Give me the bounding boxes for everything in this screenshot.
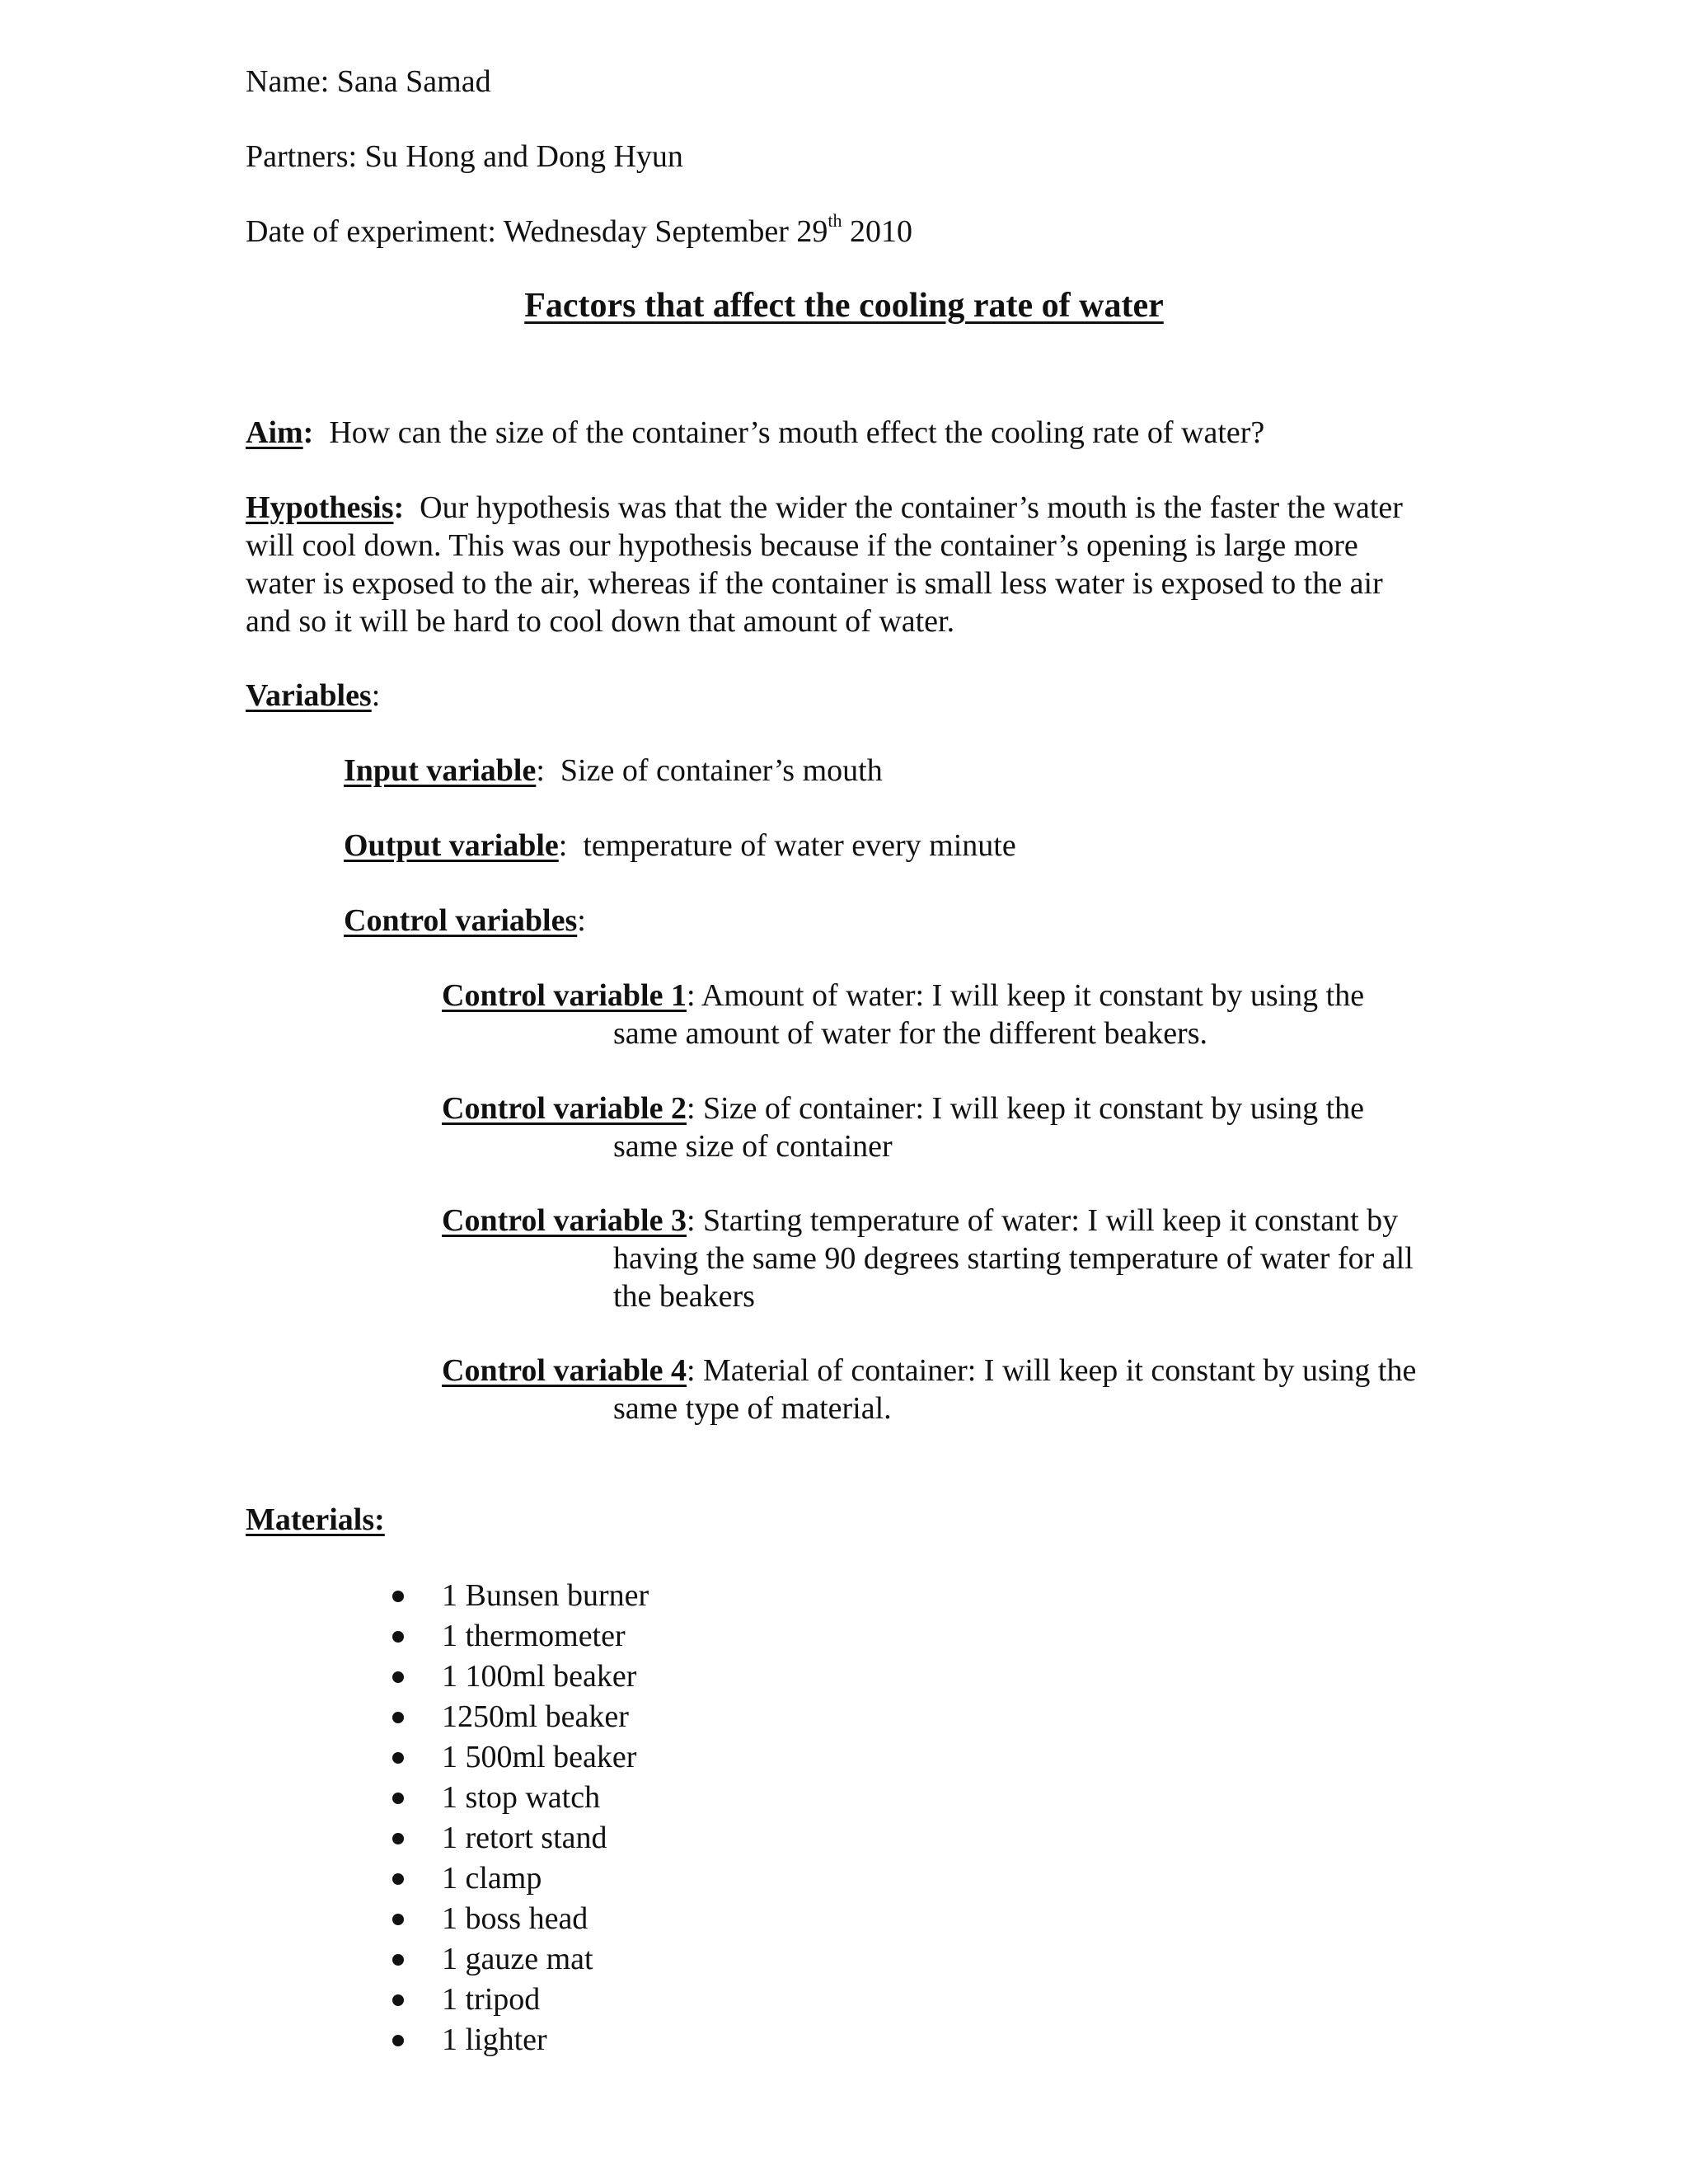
control-variable-2-label: Control variable 2 — [442, 1091, 687, 1126]
output-variable-colon: : — [558, 828, 568, 863]
bullet-icon — [392, 1752, 404, 1764]
hypothesis-line-1 — [246, 489, 1482, 527]
list-item — [387, 1616, 649, 1657]
aim-text: How can the size of the container’s mouth effect the cooling rate of water? — [329, 415, 1265, 450]
bullet-icon — [392, 1671, 404, 1683]
bullet-icon — [392, 2035, 404, 2046]
date-value-sup: th — [828, 210, 842, 232]
material-item-text: 1 lighter — [442, 2022, 547, 2057]
output-variable-line — [344, 827, 1016, 865]
hypothesis-text-1: Our hypothesis was that the wider the container’s mouth is the faster the water — [420, 490, 1403, 525]
bullet-icon — [392, 1873, 404, 1885]
list-item — [387, 1980, 649, 2020]
material-item-text: 1 100ml beaker — [442, 1659, 637, 1694]
control-variable-3-label: Control variable 3 — [442, 1203, 687, 1238]
list-item — [387, 1576, 649, 1616]
control-variable-3-line-2: having the same 90 degrees starting temperature of water for all — [613, 1241, 1414, 1276]
hypothesis-line-4: and so it will be hard to cool down that amount of water. — [246, 604, 955, 639]
bullet-icon — [392, 1914, 404, 1925]
control-variable-4-text-1: : Material of container: I will keep it constant by using the — [686, 1353, 1417, 1388]
material-item-text: 1250ml beaker — [442, 1699, 629, 1734]
hypothesis-line-2: will cool down. This was our hypothesis because if the container’s opening is large more — [246, 528, 1358, 563]
material-item-text: 1 tripod — [442, 1982, 541, 2017]
input-variable-text: Size of container’s mouth — [560, 753, 883, 788]
page-title: Factors that affect the cooling rate of water — [524, 287, 1164, 325]
material-item-text: 1 clamp — [442, 1861, 542, 1896]
list-item — [387, 1778, 649, 1818]
control-variable-2-text-1: : Size of container: I will keep it constant by using the — [686, 1091, 1365, 1126]
control-variable-2 — [442, 1090, 1505, 1165]
material-item-text: 1 stop watch — [442, 1780, 601, 1815]
date-value-prefix: Wednesday September 29 — [503, 214, 828, 249]
material-item-text: 1 boss head — [442, 1901, 588, 1936]
control-variable-3 — [442, 1202, 1505, 1315]
bullet-icon — [392, 1631, 404, 1643]
control-variable-3-line-1 — [442, 1202, 1505, 1240]
date-label: Date of experiment: — [246, 214, 496, 249]
materials-list — [387, 1576, 649, 2060]
list-item — [387, 1858, 649, 1899]
variables-colon: : — [371, 678, 381, 713]
control-variable-2-line-2: same size of container — [613, 1129, 893, 1164]
control-variables-heading — [344, 902, 586, 940]
variables-label: Variables — [246, 678, 372, 713]
partners-line — [246, 138, 683, 176]
material-item-text: 1 gauze mat — [442, 1942, 593, 1976]
aim-colon: : — [302, 415, 314, 450]
variables-heading — [246, 677, 380, 715]
control-variable-1-text-1: : Amount of water: I will keep it constant by using the — [686, 978, 1365, 1013]
control-variable-1-label: Control variable 1 — [442, 978, 687, 1013]
control-variable-3-line-3: the beakers — [613, 1279, 755, 1314]
input-variable-colon: : — [536, 753, 545, 788]
list-item — [387, 1737, 649, 1778]
hypothesis-line-3: water is exposed to the air, whereas if the container is small less water is exposed to the air — [246, 566, 1383, 601]
bullet-icon — [392, 1954, 404, 1966]
control-variable-4-line-1 — [442, 1352, 1505, 1390]
control-variable-3-text-1: : Starting temperature of water: I will keep it constant by — [686, 1203, 1399, 1238]
output-variable-text: temperature of water every minute — [583, 828, 1016, 863]
material-item-text: 1 500ml beaker — [442, 1740, 637, 1774]
materials-heading — [246, 1501, 385, 1539]
bullet-icon — [392, 1833, 404, 1844]
list-item — [387, 2020, 649, 2060]
material-item-text: 1 thermometer — [442, 1619, 626, 1653]
material-item-text: 1 retort stand — [442, 1821, 607, 1855]
control-variable-4-label: Control variable 4 — [442, 1353, 687, 1388]
date-value-suffix: 2010 — [850, 214, 913, 249]
bullet-icon — [392, 1793, 404, 1804]
control-variable-1-line-1 — [442, 977, 1505, 1015]
control-variables-colon: : — [577, 903, 586, 938]
partners-value: Su Hong and Dong Hyun — [364, 139, 683, 174]
control-variables-label: Control variables — [344, 903, 578, 938]
name-label: Name: — [246, 64, 330, 99]
list-item — [387, 1899, 649, 1939]
hypothesis-label: Hypothesis — [246, 490, 394, 525]
name-value: Sana Samad — [336, 64, 491, 99]
input-variable-line — [344, 752, 883, 790]
list-item — [387, 1818, 649, 1858]
list-item — [387, 1939, 649, 1980]
material-item-text: 1 Bunsen burner — [442, 1578, 649, 1613]
list-item — [387, 1657, 649, 1697]
control-variable-1-line-2: same amount of water for the different beakers. — [613, 1016, 1207, 1051]
bullet-icon — [392, 1591, 404, 1602]
list-item — [387, 1697, 649, 1737]
materials-label: Materials: — [246, 1502, 385, 1537]
partners-label: Partners: — [246, 139, 358, 174]
input-variable-label: Input variable — [344, 753, 537, 788]
hypothesis-colon: : — [393, 490, 405, 525]
output-variable-label: Output variable — [344, 828, 559, 863]
control-variable-2-line-1 — [442, 1090, 1505, 1127]
aim-label: Aim — [246, 415, 303, 450]
control-variable-1 — [442, 977, 1505, 1052]
hypothesis-section — [246, 489, 1482, 640]
aim-section — [246, 414, 1264, 452]
date-line — [246, 210, 913, 251]
control-variable-4-line-2: same type of material. — [613, 1391, 892, 1426]
name-line — [246, 63, 491, 101]
bullet-icon — [392, 1994, 404, 2006]
control-variable-4 — [442, 1352, 1505, 1427]
bullet-icon — [392, 1712, 404, 1723]
